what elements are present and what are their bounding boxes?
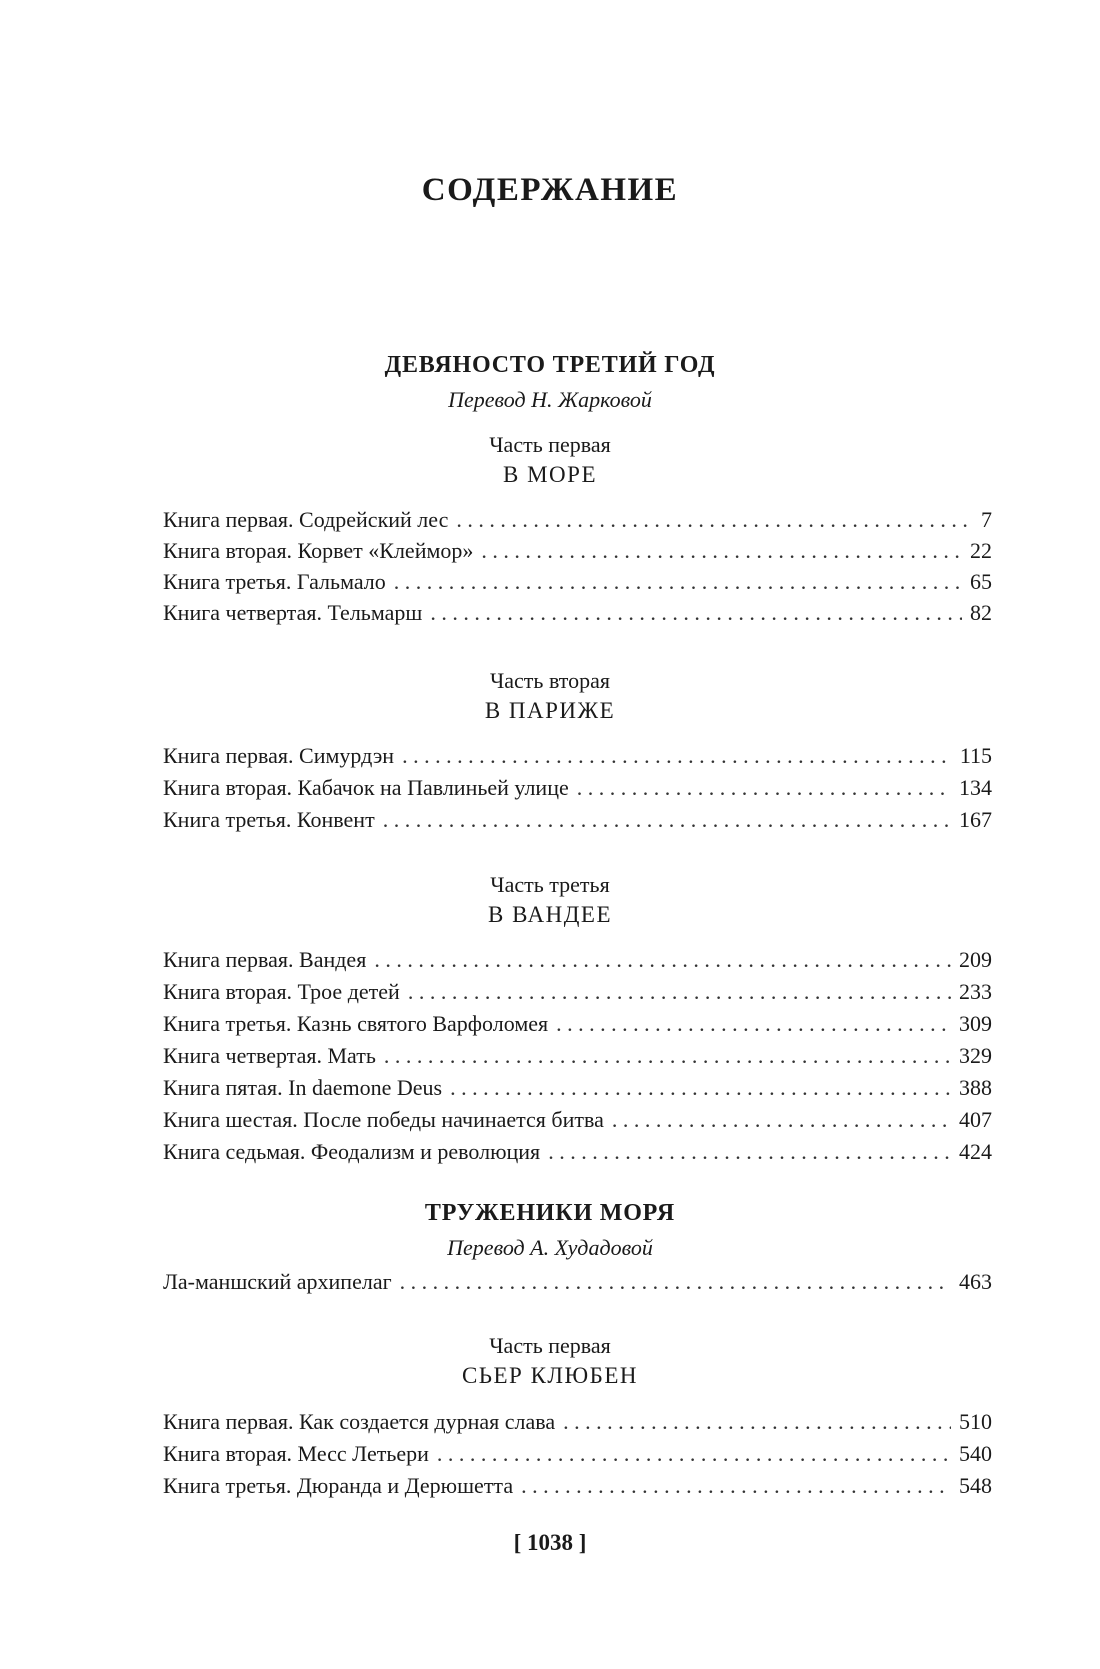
toc-entry-page: 388 — [959, 1075, 992, 1100]
page-number: [ 1038 ] — [513, 1530, 587, 1555]
toc-entry[interactable] — [163, 741, 992, 771]
toc-entry-text: Книга вторая. Трое детей — [163, 979, 400, 1004]
toc-entry[interactable] — [163, 977, 992, 1007]
toc-entry[interactable] — [163, 1137, 992, 1167]
toc-entry-text: Книга первая. Вандея — [163, 947, 367, 972]
dot-leader — [400, 1267, 951, 1297]
toc-entry[interactable] — [163, 1041, 992, 1071]
toc-entry[interactable] — [163, 773, 992, 803]
dot-leader — [456, 505, 973, 535]
toc-entry-page: 424 — [959, 1139, 992, 1164]
work-title: ДЕВЯНОСТО ТРЕТИЙ ГОД — [384, 352, 716, 378]
toc-entry-text: Книга шестая. После победы начинается битва — [163, 1107, 604, 1132]
toc-entry-page: 540 — [959, 1441, 992, 1466]
toc-entry-page: 463 — [959, 1269, 992, 1294]
dot-leader — [563, 1407, 951, 1437]
toc-entry-text: Книга пятая. In daemone Deus — [163, 1075, 443, 1100]
toc-entry[interactable] — [163, 1439, 992, 1469]
toc-entry-page: 548 — [959, 1473, 992, 1498]
translator-credit: Перевод Н. Жарковой — [448, 387, 652, 412]
toc-entry-page: 65 — [970, 569, 992, 594]
toc-entry-page: 407 — [959, 1107, 992, 1132]
translator-credit: Перевод А. Худадовой — [447, 1235, 653, 1260]
part-label: Часть третья — [490, 872, 610, 897]
dot-leader — [437, 1439, 951, 1469]
toc-entry-page: 22 — [970, 538, 992, 563]
toc-entry-text: Книга третья. Казнь святого Варфоломея — [163, 1011, 549, 1036]
dot-leader — [394, 567, 962, 597]
page-title: СОДЕРЖАНИЕ — [421, 172, 679, 208]
part-label: Часть вторая — [489, 668, 611, 693]
toc-entry-text: Книга вторая. Месс Летьери — [163, 1441, 429, 1466]
dot-leader — [450, 1073, 951, 1103]
toc-entry-page: 209 — [959, 947, 992, 972]
toc-entry[interactable] — [163, 536, 992, 566]
toc-entry[interactable] — [163, 1073, 992, 1103]
toc-entry-page: 167 — [959, 807, 992, 832]
toc-entry[interactable] — [163, 805, 992, 835]
dot-leader — [521, 1471, 951, 1501]
part-title: В МОРЕ — [503, 462, 597, 487]
dot-leader — [408, 977, 951, 1007]
toc-entry-text: Книга четвертая. Тельмарш — [163, 600, 423, 625]
dot-leader — [481, 536, 962, 566]
toc-entry-text: Ла-маншский архипелаг — [163, 1269, 392, 1294]
toc-entry-text: Книга третья. Конвент — [163, 807, 375, 832]
toc-entry-page: 510 — [959, 1409, 992, 1434]
part-title: В ПАРИЖЕ — [484, 698, 616, 723]
toc-entry[interactable] — [163, 1471, 992, 1501]
toc-entry-text: Книга четвертая. Мать — [163, 1043, 376, 1068]
toc-entry-text: Книга седьмая. Феодализм и революция — [163, 1139, 541, 1164]
toc-entry[interactable] — [163, 567, 992, 597]
toc-entry[interactable] — [163, 1267, 992, 1297]
toc-entry-text: Книга вторая. Кабачок на Павлиньей улице — [163, 775, 569, 800]
toc-entry-page: 309 — [959, 1011, 992, 1036]
toc-entry-text: Книга третья. Гальмало — [163, 569, 386, 594]
toc-entry[interactable] — [163, 1105, 992, 1135]
dot-leader — [383, 805, 951, 835]
toc-entry-text: Книга вторая. Корвет «Клеймор» — [163, 538, 474, 563]
toc-entry-text: Книга первая. Содрейский лес — [163, 507, 449, 532]
dot-leader — [402, 741, 952, 771]
toc-entry-page: 115 — [959, 743, 992, 768]
toc-entry-page: 7 — [981, 507, 992, 532]
toc-entry-text: Книга первая. Симурдэн — [163, 743, 395, 768]
toc-entry[interactable] — [163, 505, 992, 535]
toc-entry-page: 233 — [959, 979, 992, 1004]
toc-entry-page: 134 — [959, 775, 992, 800]
toc-entry[interactable] — [163, 1009, 992, 1039]
work-title: ТРУЖЕНИКИ МОРЯ — [424, 1200, 676, 1226]
dot-leader — [556, 1009, 951, 1039]
part-title: СЬЕР КЛЮБЕН — [461, 1363, 639, 1388]
dot-leader — [612, 1105, 951, 1135]
part-label: Часть первая — [489, 432, 611, 457]
toc-entry[interactable] — [163, 945, 992, 975]
toc-entry-page: 82 — [970, 600, 992, 625]
toc-entry[interactable] — [163, 1407, 992, 1437]
part-label: Часть первая — [489, 1333, 611, 1358]
toc-entry-page: 329 — [959, 1043, 992, 1068]
dot-leader — [548, 1137, 951, 1167]
dot-leader — [577, 773, 951, 803]
dot-leader — [430, 598, 962, 628]
dot-leader — [384, 1041, 951, 1071]
toc-entry[interactable] — [163, 598, 992, 628]
part-title: В ВАНДЕЕ — [488, 902, 612, 927]
toc-entry-text: Книга третья. Дюранда и Дерюшетта — [163, 1473, 514, 1498]
toc-entry-text: Книга первая. Как создается дурная слава — [163, 1409, 556, 1434]
dot-leader — [374, 945, 951, 975]
